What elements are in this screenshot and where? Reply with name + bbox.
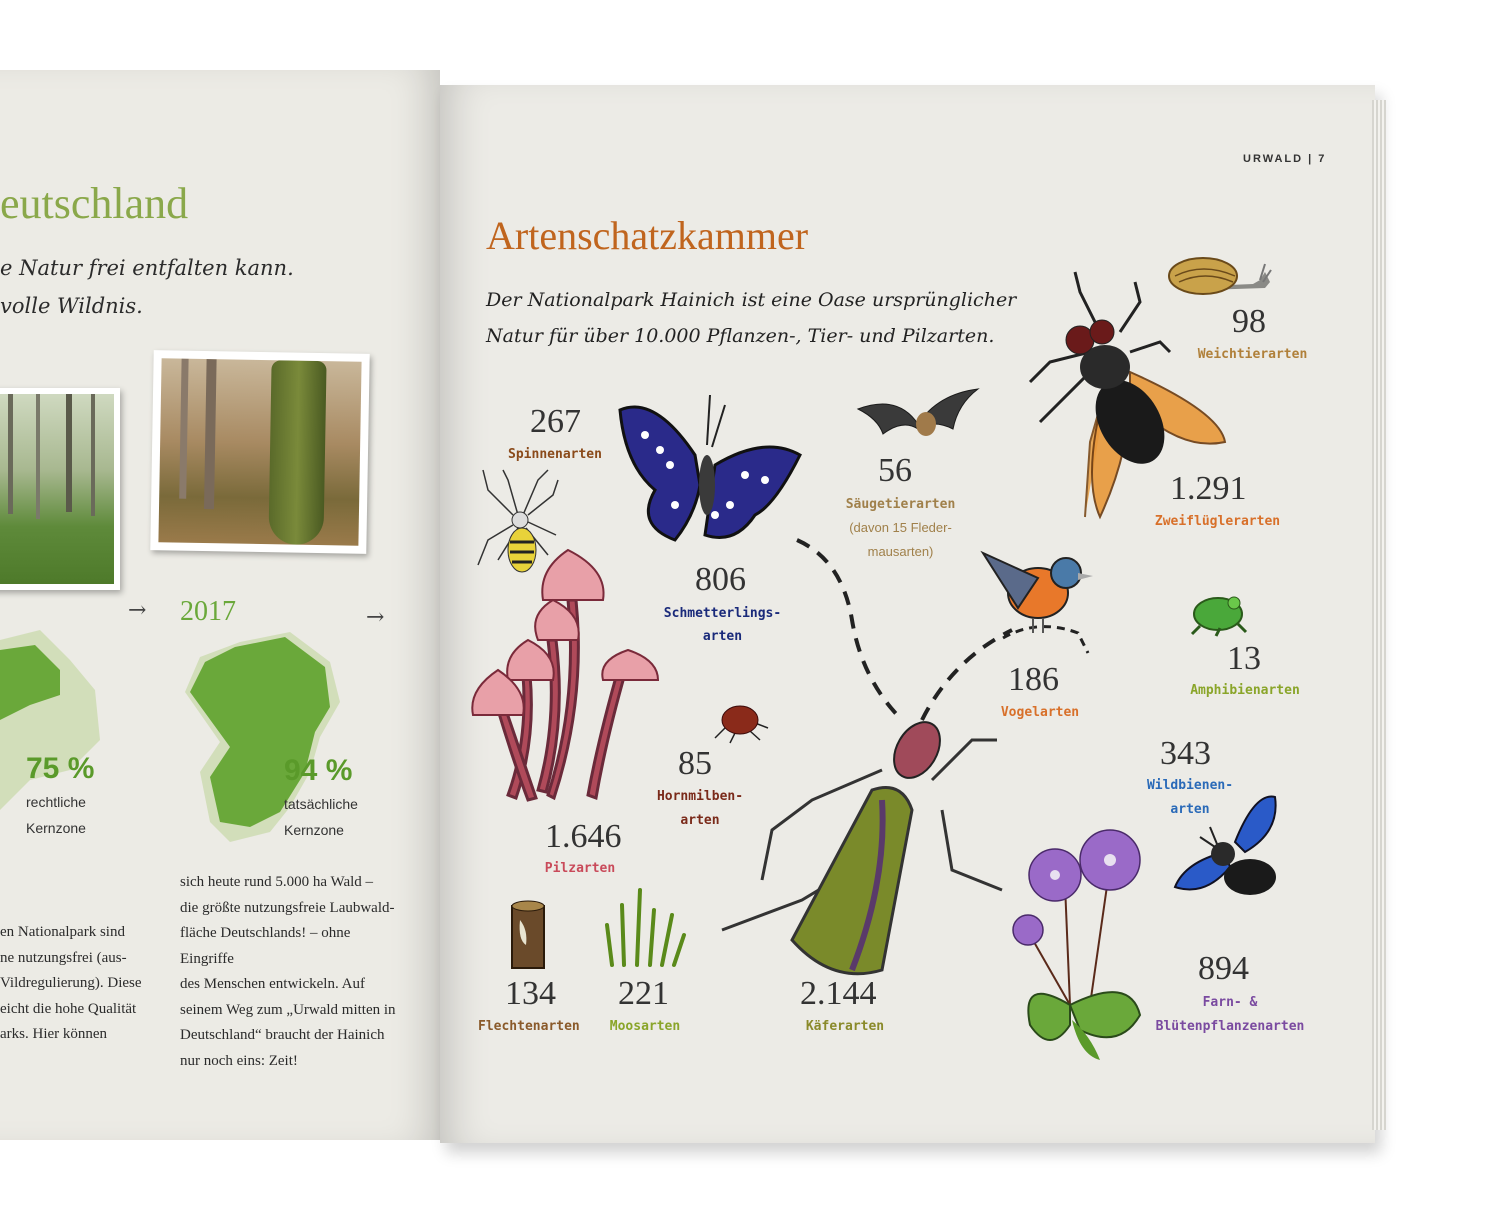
forest-photo-autumn <box>150 350 369 554</box>
text-line: ne nutzungsfrei (aus- <box>0 949 127 966</box>
text-line: die größte nutzungsfreie Laubwald- <box>180 899 395 916</box>
note-saeuger-2: mausarten) <box>867 544 934 559</box>
label-spinnen: Spinnenarten <box>508 447 602 462</box>
label-saeuger: Säugetierarten <box>845 497 956 512</box>
note-saeuger-1: (davon 15 Fleder- <box>849 520 952 535</box>
text-line: des Menschen entwickeln. Auf <box>180 976 365 992</box>
count-flechten: 134 <box>505 975 556 1012</box>
left-heading: eutschland <box>0 179 189 228</box>
text-line: arks. Hier können <box>0 1026 108 1042</box>
frog-icon <box>1190 588 1250 636</box>
label-zweifluegler: Zweiflüglerarten <box>1154 514 1281 529</box>
intro-line-2: Natur für über 10.000 Pflanzen-, Tier- und Pilzarten. <box>486 325 995 347</box>
label-farn-2: Blütenpflanzenarten <box>1155 1019 1305 1034</box>
text-line: Deutschland“ braucht der Hainich <box>180 1027 385 1043</box>
stat2-pct: 94 % <box>284 754 353 787</box>
count-kaefer: 2.144 <box>800 975 877 1012</box>
page-edge <box>1372 100 1386 1130</box>
label-wildbienen-1: Wildbienen- <box>1146 778 1234 793</box>
bat-icon <box>858 384 978 444</box>
text-line: eicht die hohe Qualität <box>0 1000 137 1017</box>
label-schmetterling-2: arten <box>702 629 743 644</box>
bird-icon <box>978 538 1103 658</box>
count-schmetterling: 806 <box>695 561 746 598</box>
text-line: sich heute rund 5.000 ha Wald – <box>180 874 374 890</box>
year-label: 2017 <box>180 596 236 627</box>
label-kaefer: Käferarten <box>805 1019 885 1034</box>
timeline-arrow-1: → <box>128 598 147 623</box>
label-flechten: Flechtenarten <box>478 1019 580 1034</box>
count-vogel: 186 <box>1008 661 1059 698</box>
left-intro-2: volle Wildnis. <box>0 294 143 318</box>
stat1-pct: 75 % <box>26 752 95 785</box>
stat2-line1: tatsächliche <box>284 796 358 812</box>
count-wildbienen: 343 <box>1160 735 1211 772</box>
moss-icon <box>602 885 687 970</box>
text-line: en Nationalpark sind <box>0 924 125 940</box>
label-pilze: Pilzarten <box>544 861 616 876</box>
label-schmetterling-1: Schmetterlings- <box>663 606 782 621</box>
count-zweifluegler: 1.291 <box>1170 470 1247 507</box>
intro-line-1: Der Nationalpark Hainich ist eine Oase ursprünglicher <box>486 289 1017 311</box>
left-intro-1: e Natur frei entfalten kann. <box>0 256 294 280</box>
stat1-line1: rechtliche <box>26 794 86 810</box>
timeline-arrow-2: → <box>366 605 385 630</box>
count-hornmilben: 85 <box>678 745 712 782</box>
text-line: seinem Weg zum „Urwald mitten in <box>180 1001 396 1018</box>
label-weichtiere: Weichtierarten <box>1197 347 1308 362</box>
running-head: URWALD | 7 <box>1243 153 1327 165</box>
count-moose: 221 <box>618 975 669 1012</box>
stat2-line2: Kernzone <box>284 822 344 838</box>
label-moose: Moosarten <box>609 1019 681 1034</box>
count-spinnen: 267 <box>530 403 581 440</box>
flower-icon <box>1010 825 1155 1060</box>
label-farn-1: Farn- & <box>1202 995 1258 1010</box>
count-pilze: 1.646 <box>545 818 622 855</box>
butterfly-icon <box>615 395 805 545</box>
stat1-line2: Kernzone <box>26 820 86 836</box>
mushroom-icon <box>468 540 668 820</box>
page-title: Artenschatzkammer <box>486 213 809 258</box>
label-hornmilben-2: arten <box>680 813 720 828</box>
left-body-col1 <box>0 920 160 1048</box>
label-wildbienen-2: arten <box>1170 802 1210 817</box>
left-body-col2 <box>180 870 400 1074</box>
label-amphibien: Amphibienarten <box>1190 683 1300 698</box>
map-2017-right <box>180 632 353 847</box>
text-line: fläche Deutschlands! – ohne Eingriffe <box>180 925 351 967</box>
lichen-icon <box>508 900 548 970</box>
label-hornmilben-1: Hornmilben- <box>656 789 744 804</box>
text-line: Vildregulierung). Diese <box>0 975 142 991</box>
text-line: nur noch eins: Zeit! <box>180 1052 298 1069</box>
label-vogel: Vogelarten <box>1000 705 1080 720</box>
count-saeuger: 56 <box>878 452 912 489</box>
count-farn: 894 <box>1198 950 1249 987</box>
forest-photo-spring <box>0 388 120 590</box>
count-amphibien: 13 <box>1227 640 1261 677</box>
count-weichtiere: 98 <box>1232 303 1266 340</box>
